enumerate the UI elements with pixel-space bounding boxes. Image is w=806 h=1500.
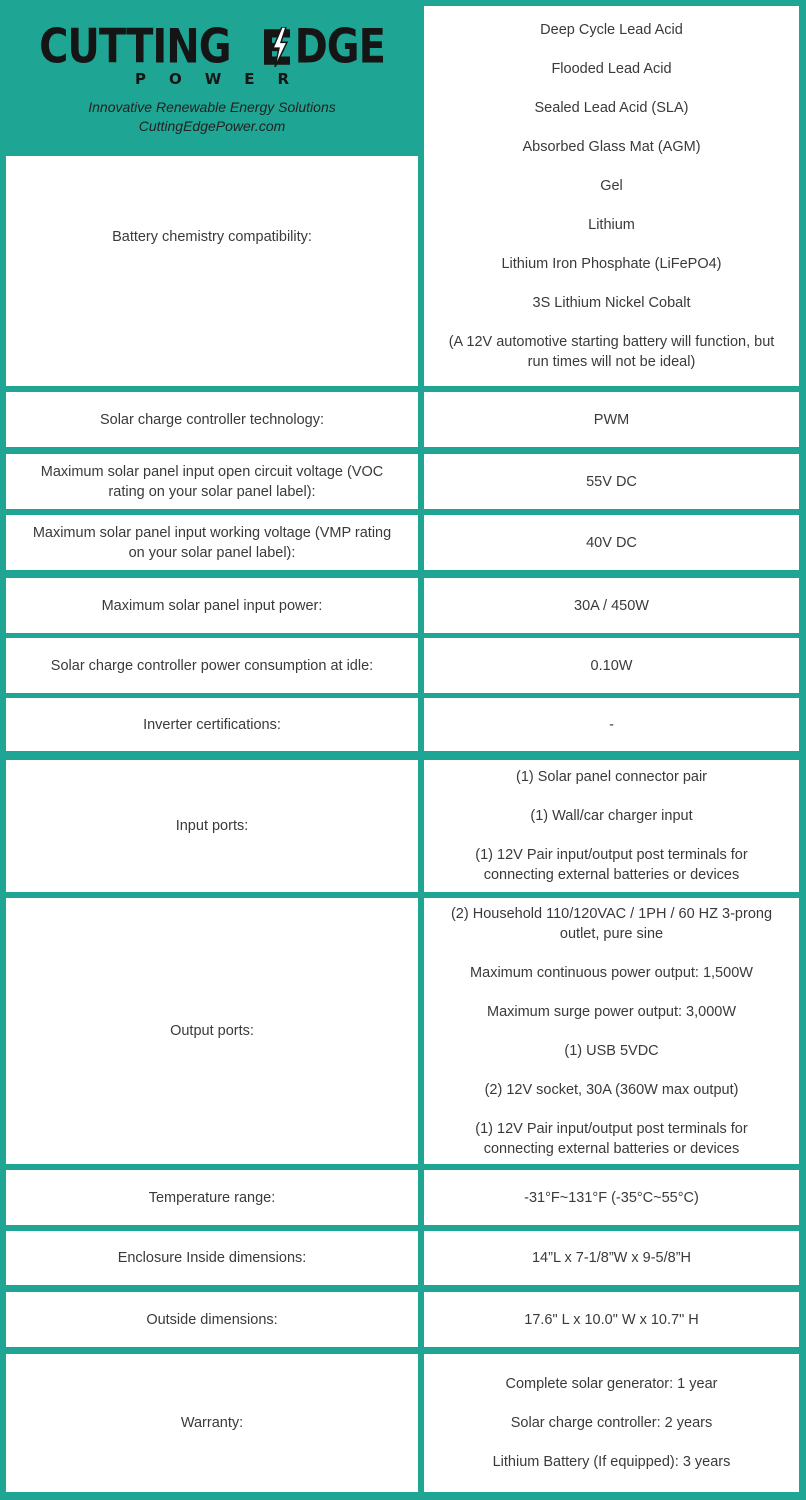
spec-value-cell [424, 1170, 799, 1225]
spec-value: 0.10W [590, 657, 633, 674]
spec-value: (2) 12V socket, 30A (360W max output) [484, 1081, 739, 1098]
spec-label-cell [6, 638, 418, 693]
spec-value: 30A / 450W [574, 597, 649, 614]
logo-word-cutting: CUTTING [39, 19, 231, 75]
spec-value-cell [424, 1292, 799, 1347]
spec-label-cell [6, 1354, 418, 1492]
spec-value: Maximum surge power output: 3,000W [486, 1003, 737, 1020]
spec-value: (1) 12V Pair input/output post terminals for connecting external batteries or devices [475, 1120, 748, 1157]
spec-value-cell [424, 578, 799, 633]
spec-value: -31°F~131°F (-35°C~55°C) [524, 1189, 699, 1206]
spec-value: Complete solar generator: 1 year [505, 1376, 718, 1392]
spec-label: Solar charge controller power consumption at idle: [50, 657, 374, 674]
spec-value-cell [424, 760, 799, 892]
spec-value-cell [424, 1354, 799, 1492]
spec-value-cell [424, 6, 799, 386]
spec-value: Maximum continuous power output: 1,500W [470, 964, 753, 981]
spec-value: Lithium Iron Phosphate (LiFePO4) [501, 256, 722, 272]
spec-label-cell [6, 1292, 418, 1347]
spec-label: Maximum solar panel input power: [101, 597, 323, 614]
spec-value: - [609, 716, 614, 733]
spec-label-cell [6, 515, 418, 570]
spec-value: 40V DC [586, 534, 637, 551]
brand-logo-block [6, 6, 418, 156]
brand-website: CuttingEdgePower.com [138, 118, 286, 134]
spec-label-cell [6, 698, 418, 751]
spec-value: (1) 12V Pair input/output post terminals for connecting external batteries or devices [475, 847, 748, 883]
spec-value: (1) Solar panel connector pair [515, 769, 708, 785]
spec-value: Absorbed Glass Mat (AGM) [522, 139, 701, 155]
spec-label-cell [6, 898, 418, 1164]
spec-value: Solar charge controller: 2 years [510, 1415, 713, 1431]
spec-value: PWM [593, 411, 630, 428]
logo-word-power: POWER [134, 70, 313, 88]
spec-value: Deep Cycle Lead Acid [540, 22, 683, 38]
spec-label: Inverter certifications: [143, 716, 281, 733]
spec-value: Gel [600, 178, 623, 194]
spec-label: Warranty: [180, 1415, 244, 1431]
spec-value: (1) USB 5VDC [564, 1042, 659, 1059]
spec-label-cell [6, 1231, 418, 1285]
spec-label: Solar charge controller technology: [99, 411, 325, 428]
spec-value: 14”L x 7-1/8”W x 9-5/8”H [531, 1250, 691, 1266]
spec-label: Maximum solar panel input working voltage (VMP rating on your solar panel label): [32, 524, 392, 561]
spec-label: Output ports: [170, 1023, 254, 1039]
spec-label: Maximum solar panel input open circuit voltage (VOC rating on your solar panel label): [40, 463, 384, 500]
spec-label-cell [6, 156, 418, 386]
spec-value-cell [424, 392, 799, 447]
spec-label: Outside dimensions: [146, 1311, 278, 1328]
spec-value-cell [424, 638, 799, 693]
brand-tagline: Innovative Renewable Energy Solutions [88, 99, 336, 115]
spec-label: Battery chemistry compatibility: [112, 229, 312, 245]
spec-label: Temperature range: [148, 1189, 276, 1206]
spec-label-cell [6, 1170, 418, 1225]
spec-value-cell [424, 515, 799, 570]
spec-value: Sealed Lead Acid (SLA) [534, 100, 689, 116]
spec-value: Lithium [588, 217, 635, 233]
brand-logo [39, 19, 385, 75]
spec-label: Enclosure Inside dimensions: [117, 1250, 307, 1266]
spec-label: Input ports: [175, 818, 249, 834]
spec-value: (2) Household 110/120VAC / 1PH / 60 HZ 3-prong outlet, pure sine [450, 905, 773, 942]
spec-value: (1) Wall/car charger input [530, 808, 693, 824]
spec-value: 17.6" L x 10.0" W x 10.7" H [524, 1311, 699, 1328]
spec-label-cell [6, 760, 418, 892]
spec-value: 3S Lithium Nickel Cobalt [532, 295, 691, 311]
logo-word-dge: DGE [294, 19, 385, 75]
spec-value: Lithium Battery (If equipped): 3 years [492, 1454, 731, 1470]
spec-value-cell [424, 1231, 799, 1285]
spec-value: Flooded Lead Acid [551, 61, 672, 77]
spec-value: 55V DC [586, 473, 637, 490]
spec-value-cell [424, 698, 799, 751]
spec-value: (A 12V automotive starting battery will function, but run times will not be ideal) [448, 334, 775, 370]
lightning-bolt-e-icon [262, 27, 294, 67]
spec-value-cell [424, 898, 799, 1164]
spec-label-cell [6, 454, 418, 509]
spec-value-cell [424, 454, 799, 509]
spec-label-cell [6, 578, 418, 633]
spec-label-cell [6, 392, 418, 447]
